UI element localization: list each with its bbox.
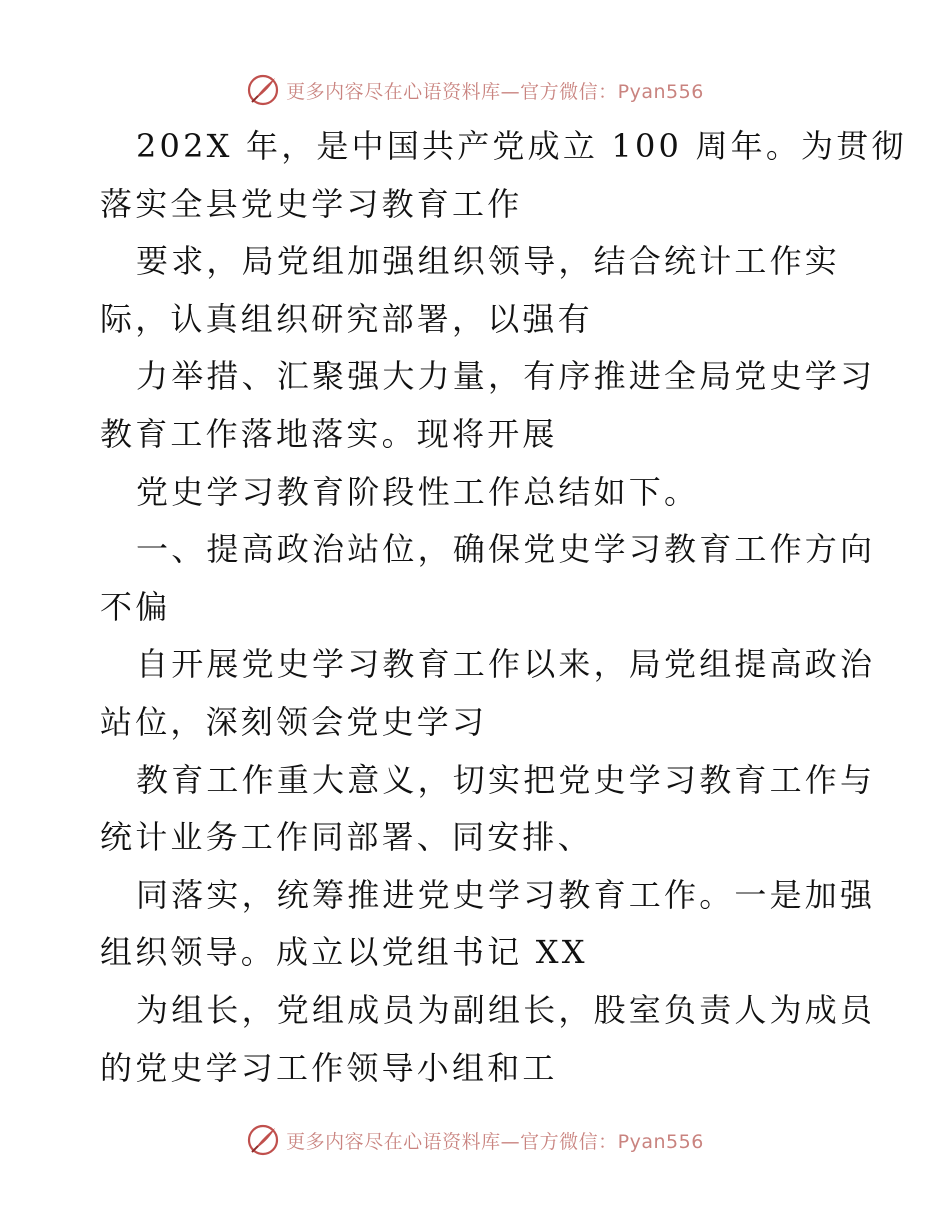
paragraph-line: 落实全县党史学习教育工作: [100, 184, 523, 223]
paragraph-line: 为组长，党组成员为副组长，股室负责人为成员: [136, 990, 876, 1029]
paragraph-line: 教育工作重大意义，切实把党史学习教育工作与: [136, 760, 876, 799]
paragraph-line: 202X 年，是中国共产党成立 100 周年。为贯彻: [136, 127, 907, 165]
paragraph-line: 不偏: [100, 587, 171, 626]
watermark-header: [0, 70, 950, 110]
quill-circle-logo-icon: [246, 73, 280, 107]
paragraph-line: 组织领导。成立以党组书记 XX: [100, 933, 588, 972]
paragraph-line: 一、提高政治站位，确保党史学习教育工作方向: [136, 530, 876, 569]
watermark-footer: [0, 1120, 950, 1160]
paragraph-line: 同落实，统筹推进党史学习教育工作。一是加强: [136, 875, 876, 914]
quill-circle-logo-icon: [246, 1123, 280, 1157]
watermark-text: 更多内容尽在心语资料库—官方微信：Pyan556: [286, 80, 704, 103]
paragraph-line: 统计业务工作同部署、同安排、: [100, 818, 593, 857]
paragraph-line: 际，认真组织研究部署，以强有: [100, 299, 593, 338]
paragraph-line: 的党史学习工作领导小组和工: [100, 1048, 558, 1087]
paragraph-line: 党史学习教育阶段性工作总结如下。: [136, 472, 700, 511]
document-body: [100, 118, 907, 1097]
paragraph-line: 自开展党史学习教育工作以来，局党组提高政治: [136, 645, 876, 684]
paragraph-line: 力举措、汇聚强大力量，有序推进全局党史学习: [136, 357, 876, 396]
paragraph-line: 要求，局党组加强组织领导，结合统计工作实: [136, 242, 841, 281]
paragraph-line: 教育工作落地落实。现将开展: [100, 414, 558, 453]
paragraph-line: 站位，深刻领会党史学习: [100, 702, 488, 741]
watermark-text: 更多内容尽在心语资料库—官方微信：Pyan556: [286, 1130, 704, 1153]
